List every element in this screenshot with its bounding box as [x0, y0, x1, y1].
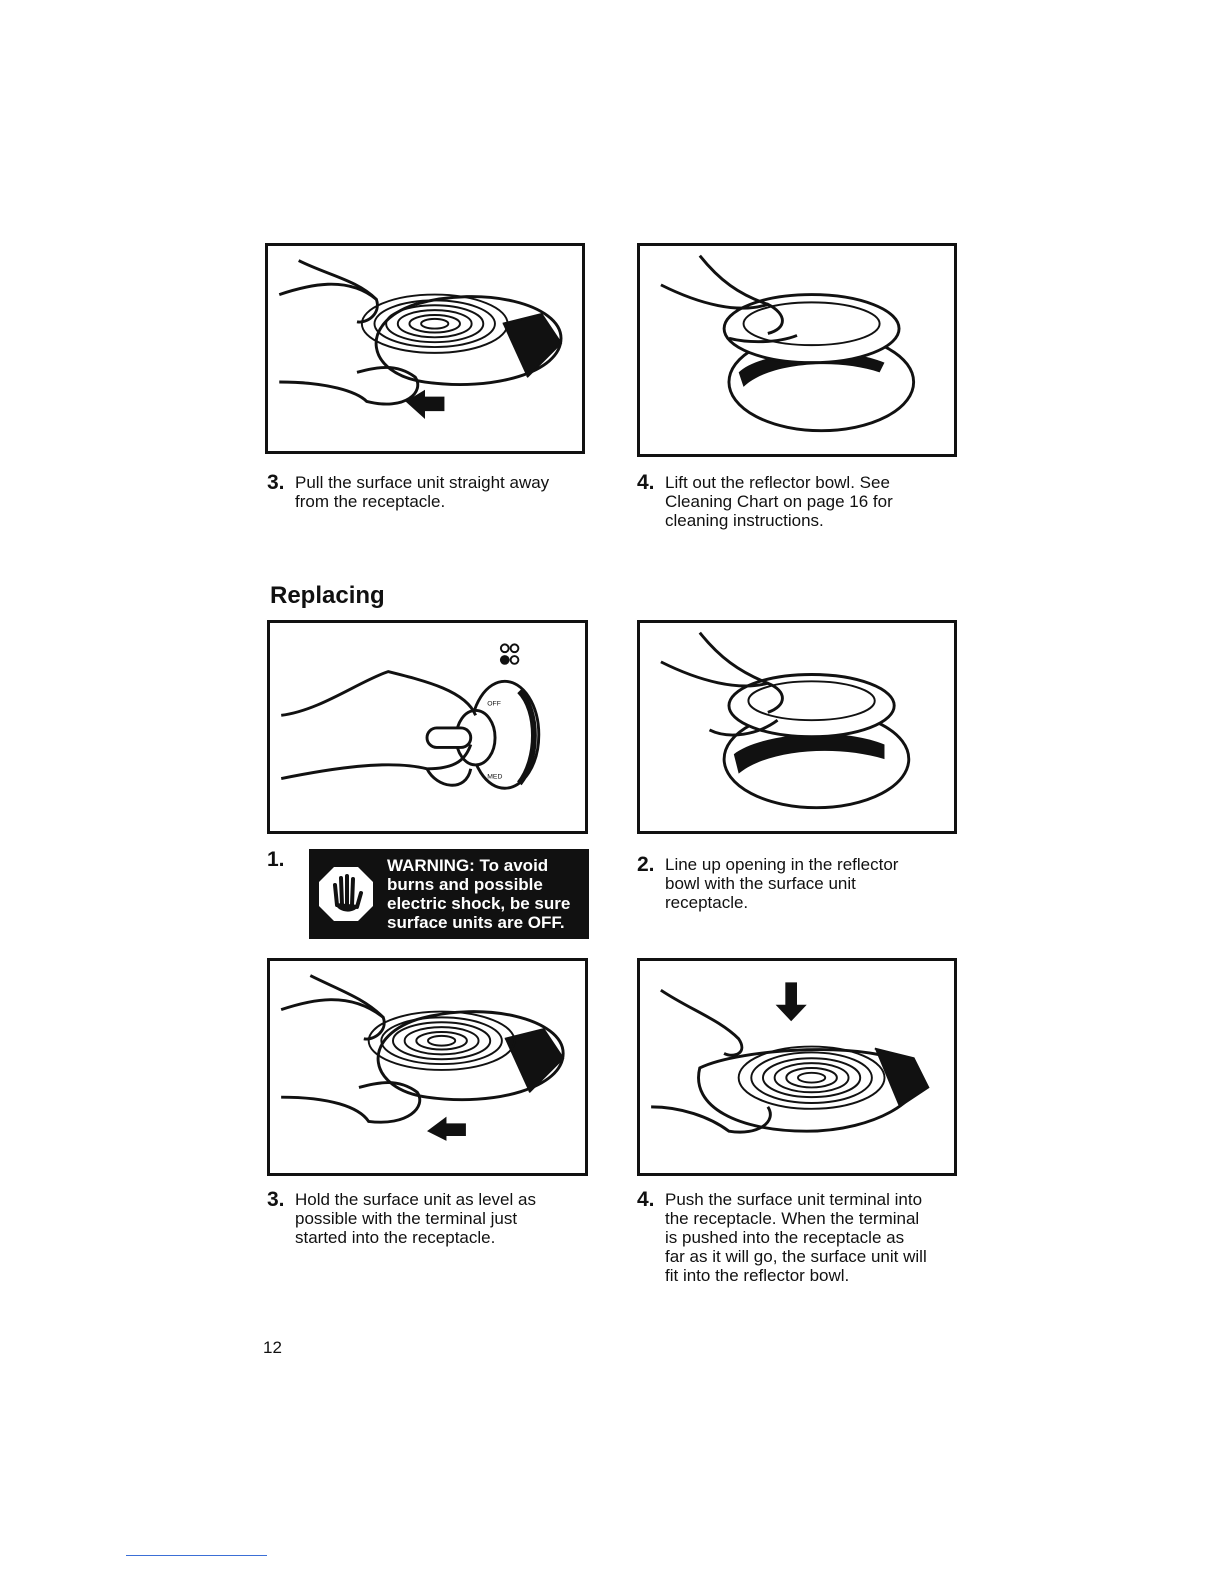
step-item — [637, 473, 967, 530]
turn-knob-off-illustration — [267, 620, 588, 834]
warning-text: WARNING: To avoid burns and possible electric shock, be sure surface units are OFF. — [387, 856, 571, 932]
step-number: 3. — [267, 1188, 285, 1211]
step-item — [267, 1190, 597, 1247]
step-text: Push the surface unit terminal into the receptacle. When the terminal is pushed into the receptacle as far as it will go, the surface unit will fit into the reflector bowl. — [665, 1190, 927, 1285]
step-text: Line up opening in the reflector bowl with the surface unit receptacle. — [665, 855, 899, 912]
line-up-bowl-illustration — [637, 620, 957, 834]
step-number: 1. — [267, 848, 285, 871]
step-text: Lift out the reflector bowl. See Cleaning Chart on page 16 for cleaning instructions. — [665, 473, 893, 530]
section-heading: Replacing — [270, 582, 385, 609]
step-item — [637, 855, 967, 912]
knob-label: MED — [487, 773, 503, 781]
warning-box — [309, 849, 589, 939]
step-number: 2. — [637, 853, 655, 876]
step-item — [637, 1190, 977, 1285]
step-item — [267, 473, 597, 511]
step-number: 4. — [637, 471, 655, 494]
hold-unit-level-illustration — [267, 958, 588, 1176]
step-text: Pull the surface unit straight away from the receptacle. — [295, 473, 550, 511]
lift-reflector-bowl-illustration — [637, 243, 957, 457]
page-number: 12 — [263, 1338, 282, 1357]
stop-hand-icon — [317, 865, 375, 923]
footer-rule — [126, 1555, 267, 1556]
push-terminal-illustration — [637, 958, 957, 1176]
step-text: Hold the surface unit as level as possible with the terminal just started into the receptacle. — [295, 1190, 536, 1247]
step-number: 4. — [637, 1188, 655, 1211]
knob-label: OFF — [487, 700, 501, 708]
pull-surface-unit-illustration — [265, 243, 585, 454]
step-number: 3. — [267, 471, 285, 494]
